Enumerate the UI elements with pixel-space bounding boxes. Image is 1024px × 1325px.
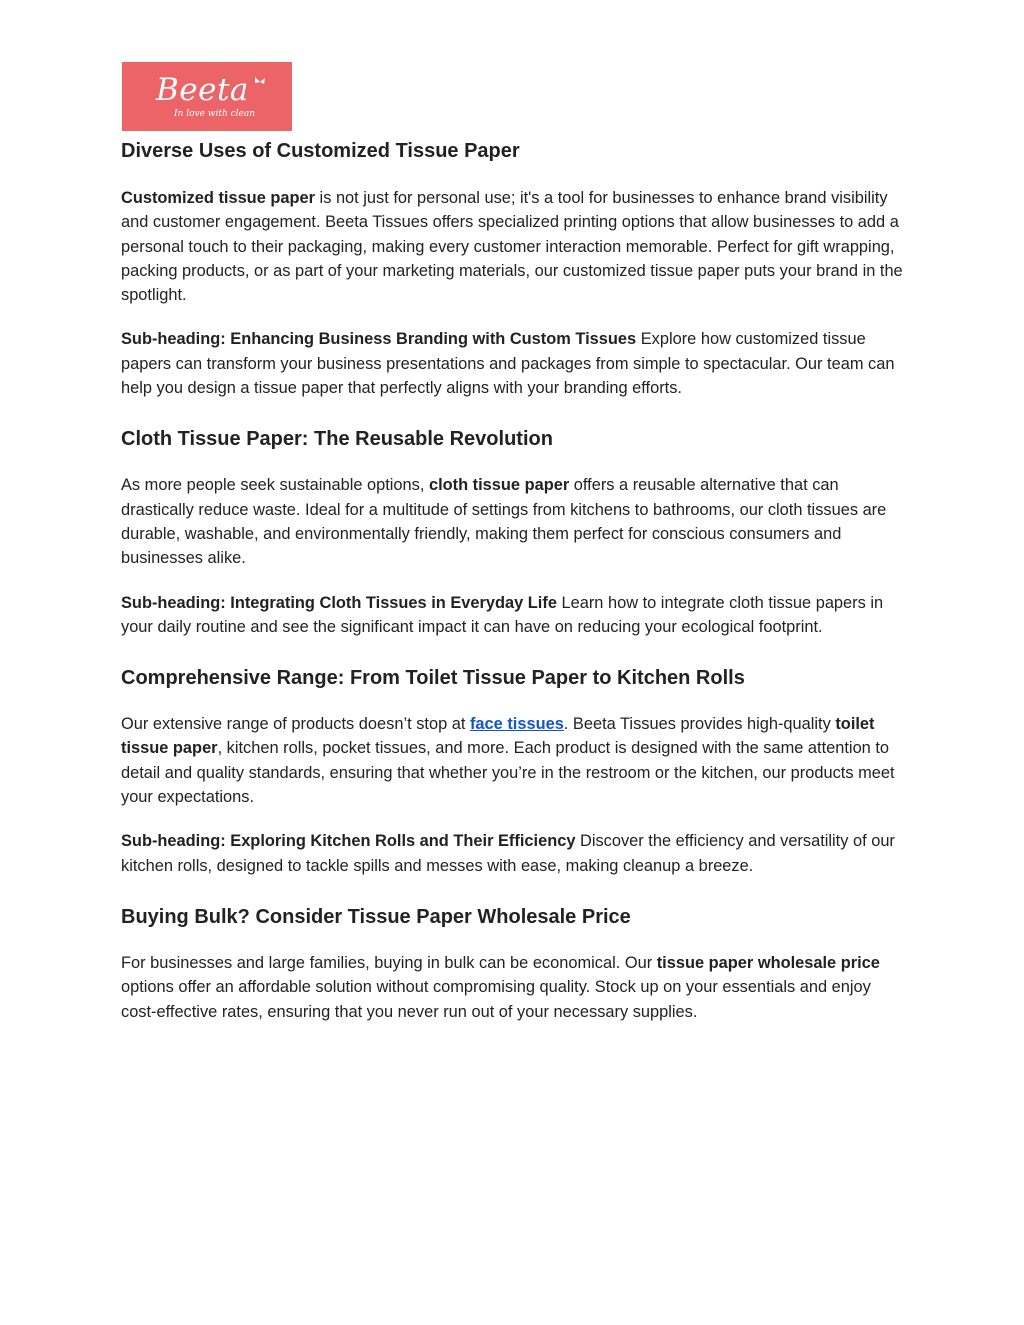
subheading-paragraph — [121, 591, 907, 640]
subheading-label: Sub-heading: Exploring Kitchen Rolls and Their Efficiency — [121, 832, 576, 851]
butterfly-icon — [254, 76, 266, 88]
paragraph-text: For businesses and large families, buying in bulk can be economical. Our — [121, 953, 657, 972]
subheading-paragraph — [121, 829, 907, 878]
subheading-paragraph — [121, 327, 907, 400]
section-heading: Diverse Uses of Customized Tissue Paper — [121, 140, 520, 162]
bold-term: toilet tissue paper — [121, 715, 875, 758]
paragraph-text: Explore how customized tissue papers can transform your business presentations and packages from simple to spectacular. Our team can help you design a tissue paper that perfectly aligns with your branding efforts. — [121, 330, 895, 398]
paragraph-text: Discover the efficiency and versatility of our kitchen rolls, designed to tackle spills and messes with ease, making cleanup a breeze. — [121, 832, 895, 875]
section-heading: Buying Bulk? Consider Tissue Paper Wholesale Price — [121, 905, 631, 928]
paragraph-text: As more people seek sustainable options, — [121, 476, 429, 495]
bold-term: tissue paper wholesale price — [656, 953, 880, 972]
paragraph-text: Our extensive range of products doesn’t stop at — [121, 715, 470, 734]
face-tissues-link[interactable]: face tissues — [469, 715, 564, 734]
section-heading: Comprehensive Range: From Toilet Tissue Paper to Kitchen Rolls — [121, 667, 745, 690]
paragraph-text: is not just for personal use; it's a tool for businesses to enhance brand visibility and customer engagement. Beeta Tissues offers specialized printing options that allow businesses to add a personal touch to their packaging, making every customer interaction memorable. Perfect for gift wrapping, packing products, or as part of your marketing materials, our customized tissue paper puts your brand in the spotlight. — [121, 189, 903, 305]
article-body — [121, 138, 907, 1024]
bold-term: cloth tissue paper — [428, 476, 570, 495]
logo-wordmark: Beeta — [156, 72, 249, 108]
section-heading: Cloth Tissue Paper: The Reusable Revolution — [121, 428, 553, 451]
logo-tagline: In love with clean — [174, 109, 256, 119]
brand-logo — [122, 62, 292, 131]
paragraph-text: . Beeta Tissues provides high-quality — [563, 715, 836, 734]
paragraph-text: Learn how to integrate cloth tissue papers in your daily routine and see the significant impact it can have on reducing your ecological footprint. — [121, 593, 884, 636]
paragraph — [121, 712, 907, 809]
subheading-label: Sub-heading: Enhancing Business Branding with Custom Tissues — [121, 330, 637, 349]
subheading-label: Sub-heading: Integrating Cloth Tissues in Everyday Life — [121, 593, 557, 612]
bold-term: Customized tissue paper — [121, 189, 315, 207]
paragraph — [121, 951, 907, 1024]
paragraph — [121, 186, 907, 307]
paragraph-text: options offer an affordable solution without compromising quality. Stock up on your essentials and enjoy cost-effective rates, ensuring that you never run out of your necessary supplies. — [121, 978, 871, 1021]
paragraph-text: , kitchen rolls, pocket tissues, and more. Each product is designed with the same attention to detail and quality standards, ensuring that whether you’re in the restroom or the kitchen, our products meet your expectations. — [121, 739, 895, 807]
paragraph-text: offers a reusable alternative that can drastically reduce waste. Ideal for a multitude of settings from kitchens to bathrooms, our cloth tissues are durable, washable, and environmentally friendly, making them perfect for conscious consumers and businesses alike. — [121, 476, 887, 568]
paragraph — [121, 473, 907, 570]
